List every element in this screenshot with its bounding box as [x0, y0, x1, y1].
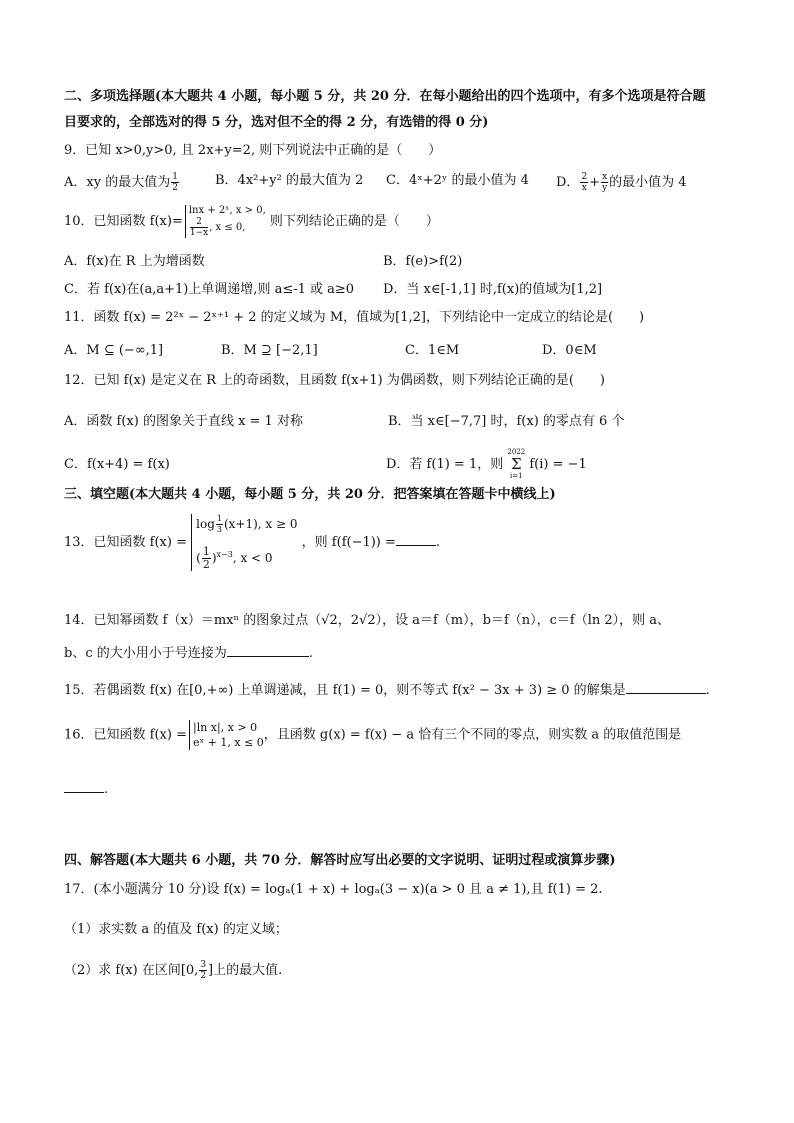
q13-stem: 13．已知函数 f(x) = log $\frac{1}{3}$ (x+1), x ≥ 0 ( $\frac{1}{2}$ )$^{x-3}$, x < 0 ，则 f(f(−1)) = . [64, 514, 441, 571]
q10-option-a: A．f(x)在 R 上为增函数 [64, 254, 205, 269]
q9-option-b: B．4x²+y² 的最大值为 2 [215, 173, 364, 188]
q10-piecewise: lnx + 2ˣ, x > 0, $\frac{2}{1-x}$ , x ≤ 0, [185, 205, 266, 238]
q9-a-fraction: $\frac{1}{2}$ [172, 172, 178, 193]
section-4-header: 四、解答题(本大题共 6 小题，共 70 分．解答时应写出必要的文字说明、证明过程或演算步骤) [64, 853, 616, 868]
q13-piecewise: log $\frac{1}{3}$ (x+1), x ≥ 0 ( $\frac{1}{2}$ )$^{x-3}$, x < 0 [191, 514, 297, 571]
section-3-header: 三、填空题(本大题共 4 小题，每小题 5 分，共 20 分．把答案填在答题卡中横线上) [64, 487, 556, 502]
q11-option-b: B．M ⊇ [−2,1] [221, 343, 318, 358]
q14-answer-blank[interactable] [227, 644, 309, 657]
q11-stem: 11．函数 f(x) = 2²ˣ − 2ˣ⁺¹ + 2 的定义域为 M，值域为[1,2]，下列结论中一定成立的结论是( ) [64, 310, 645, 325]
q13-answer-blank[interactable] [396, 533, 436, 546]
q9-a-text: A．xy 的最大值为 [64, 175, 171, 190]
q17-part-1: （1）求实数 a 的值及 f(x) 的定义域； [64, 922, 288, 937]
q12-option-b: B．当 x∈[−7,7] 时，f(x) 的零点有 6 个 [388, 414, 625, 429]
section-2-header: 二、多项选择题(本大题共 4 小题，每小题 5 分，共 20 分．在每小题给出的四个选项中，有多个选项是符合题 [64, 89, 706, 104]
q9-stem: 9．已知 x>0,y>0, 且 2x+y=2, 则下列说法中正确的是（ ） [64, 143, 442, 158]
q11-option-c: C．1∈M [405, 343, 460, 358]
q10-option-c: C．若 f(x)在(a,a+1)上单调递增,则 a≤-1 或 a≥0 [64, 282, 355, 297]
q16-piecewise: |ln x|, x > 0 eˣ + 1, x ≤ 0 [189, 720, 264, 750]
q17-part-2: （2）求 f(x) 在区间[0, $\frac{3}{2}$ ]上的最大值. [64, 960, 283, 981]
q12-option-a: A．函数 f(x) 的图象关于直线 x = 1 对称 [64, 414, 303, 429]
q12-option-d: D．若 f(1) = 1，则 2022 Σ i=1 f(i) = −1 [386, 448, 587, 480]
q15-answer-blank[interactable] [626, 681, 706, 694]
q9-option-d: D． $\frac{2}{x}$ + $\frac{x}{y}$ 的最小值为 4 [556, 172, 687, 193]
q12-stem: 12．已知 f(x) 是定义在 R 上的奇函数，且函数 f(x+1) 为偶函数，则下列结论正确的是( ) [64, 373, 606, 388]
q10-option-b: B．f(e)>f(2) [383, 254, 463, 269]
q14-stem-cont: b、c 的大小用小于号连接为 . [64, 646, 313, 661]
q16-answer-line: . [64, 780, 108, 799]
q15-stem: 15．若偶函数 f(x) 在[0,+∞) 上单调递减，且 f(1) = 0，则不等式 f(x² − 3x + 3) ≥ 0 的解集是 . [64, 683, 710, 698]
q14-stem: 14．已知幂函数 f（x）＝mxⁿ 的图象过点（√2，2√2），设 a＝f（m），b＝f（n），c＝f（ln 2），则 a、 [64, 613, 671, 628]
q17-stem: 17．(本小题满分 10 分)设 f(x) = logₐ(1 + x) + logₐ(3 − x)(a > 0 且 a ≠ 1),且 f(1) = 2. [64, 882, 603, 897]
section-2-header-cont: 目要求的，全部选对的得 5 分，选对但不全的得 2 分，有选错的得 0 分) [64, 115, 489, 130]
q9-option-a [64, 172, 180, 193]
q12-option-c: C．f(x+4) = f(x) [64, 457, 170, 472]
q11-option-a: A．M ⊆ (−∞,1] [64, 343, 164, 358]
q10-stem: 10．已知函数 f(x)= lnx + 2ˣ, x > 0, $\frac{2}{1-x}$ , x ≤ 0, 则下列结论正确的是（ ） [64, 205, 439, 238]
q9-option-c: C．4ˣ+2ʸ 的最小值为 4 [386, 173, 529, 188]
q16-stem: 16．已知函数 f(x) = |ln x|, x > 0 eˣ + 1, x ≤ 0 ，且函数 g(x) = f(x) − a 恰有三个不同的零点，则实数 a 的取值范围是 [64, 721, 682, 749]
q16-answer-blank[interactable] [64, 780, 104, 793]
q11-option-d: D．0∈M [542, 343, 597, 358]
q10-option-d: D．当 x∈[-1,1] 时,f(x)的值域为[1,2] [383, 282, 603, 297]
q12-sum-symbol: 2022 Σ i=1 [507, 448, 526, 480]
